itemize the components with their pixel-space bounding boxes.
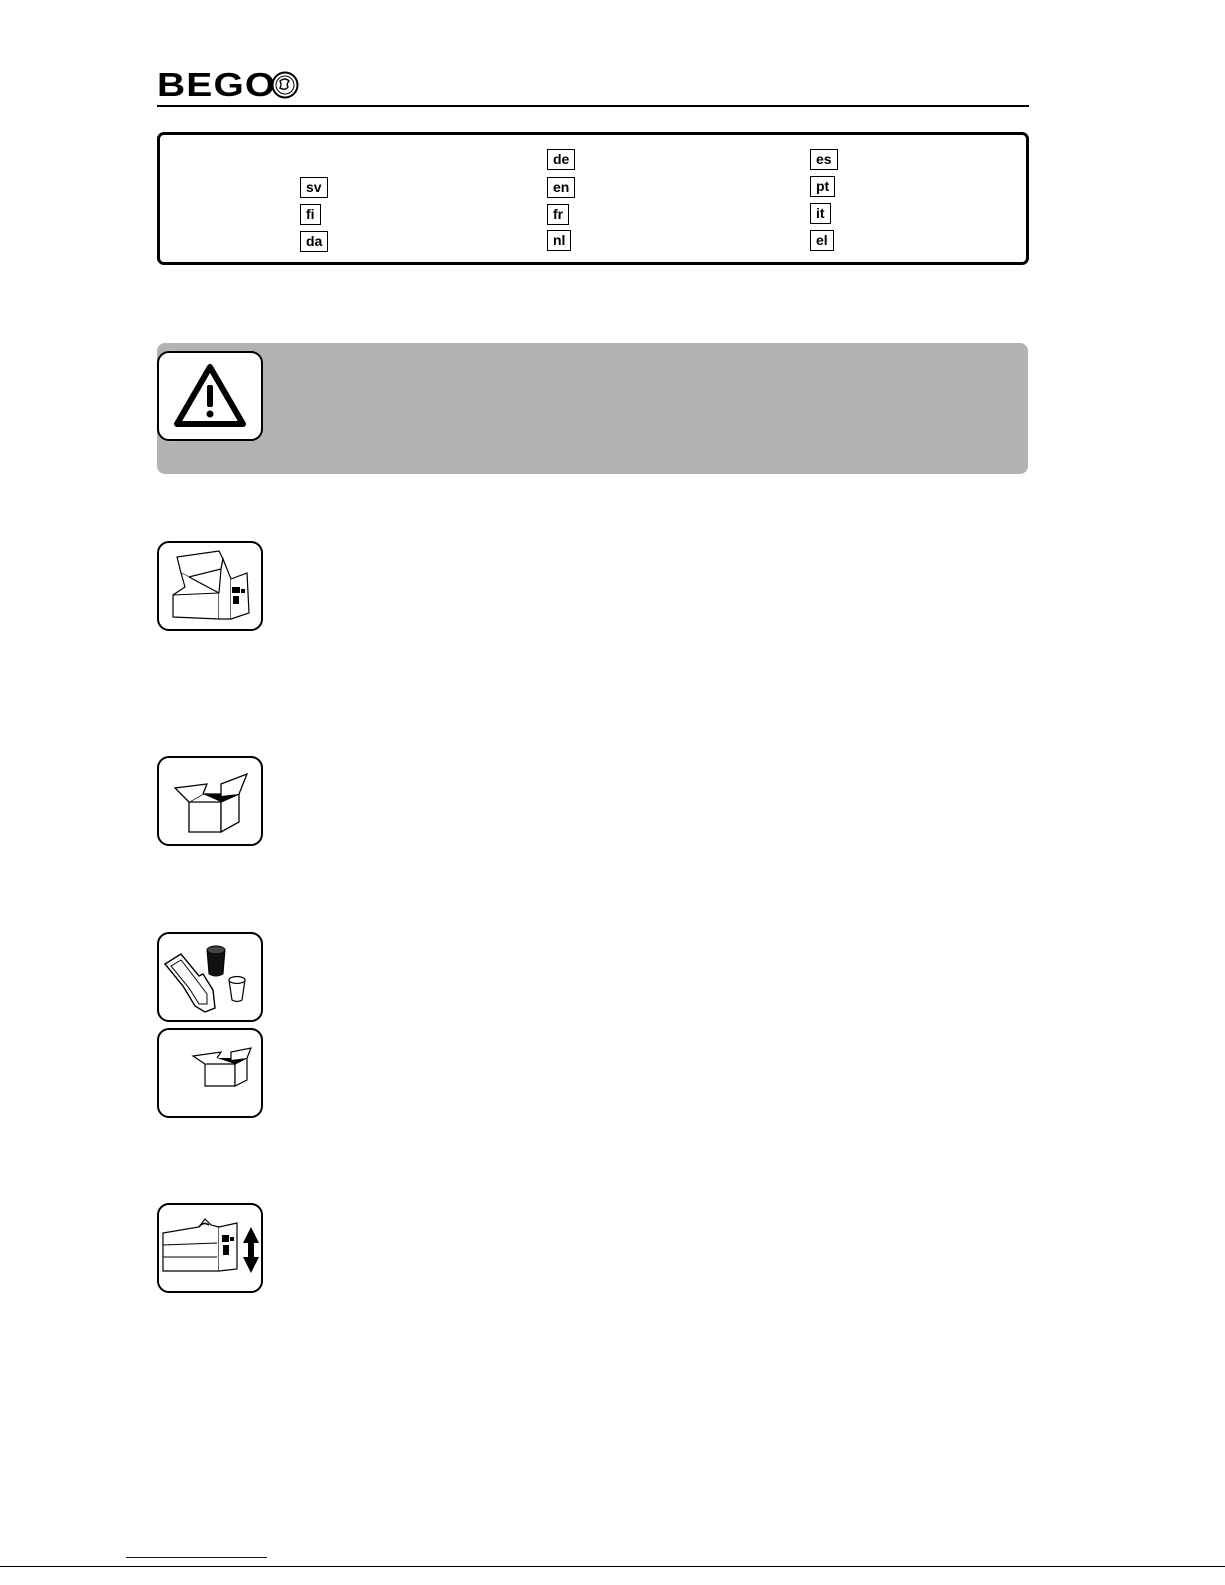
warning-triangle-icon — [159, 353, 261, 439]
language-tag-da[interactable]: da — [300, 231, 328, 252]
brand-seal-icon — [271, 71, 299, 99]
device-lift-icon-box — [157, 1203, 263, 1293]
language-tag-de[interactable]: de — [547, 149, 575, 170]
language-tag-es[interactable]: es — [810, 149, 838, 170]
language-tag-it[interactable]: it — [810, 203, 831, 224]
furnace-device-icon — [159, 543, 261, 629]
footer-rule — [0, 1566, 1225, 1567]
device-lift-icon — [159, 1205, 261, 1291]
language-tag-nl[interactable]: nl — [547, 230, 571, 251]
brand-name: BEGO — [157, 65, 277, 103]
warning-icon-box — [157, 351, 263, 441]
language-tag-fr[interactable]: fr — [547, 204, 569, 225]
language-tag-fi[interactable]: fi — [300, 204, 321, 225]
open-box-icon — [159, 758, 261, 844]
footer-link-underline[interactable] — [126, 1557, 267, 1558]
language-tag-en[interactable]: en — [547, 177, 575, 198]
language-box — [157, 132, 1029, 265]
language-tag-el[interactable]: el — [810, 230, 834, 251]
device-icon-box — [157, 541, 263, 631]
accessories-icon — [159, 934, 261, 1020]
open-box-icon-box — [157, 756, 263, 846]
small-open-box-icon — [159, 1030, 261, 1116]
small-box-icon-box — [157, 1028, 263, 1118]
header-rule — [157, 105, 1029, 107]
language-tag-sv[interactable]: sv — [300, 177, 328, 198]
accessories-icon-box — [157, 932, 263, 1022]
warning-band — [157, 343, 1028, 474]
brand-logo — [157, 64, 277, 104]
language-tag-pt[interactable]: pt — [810, 176, 835, 197]
